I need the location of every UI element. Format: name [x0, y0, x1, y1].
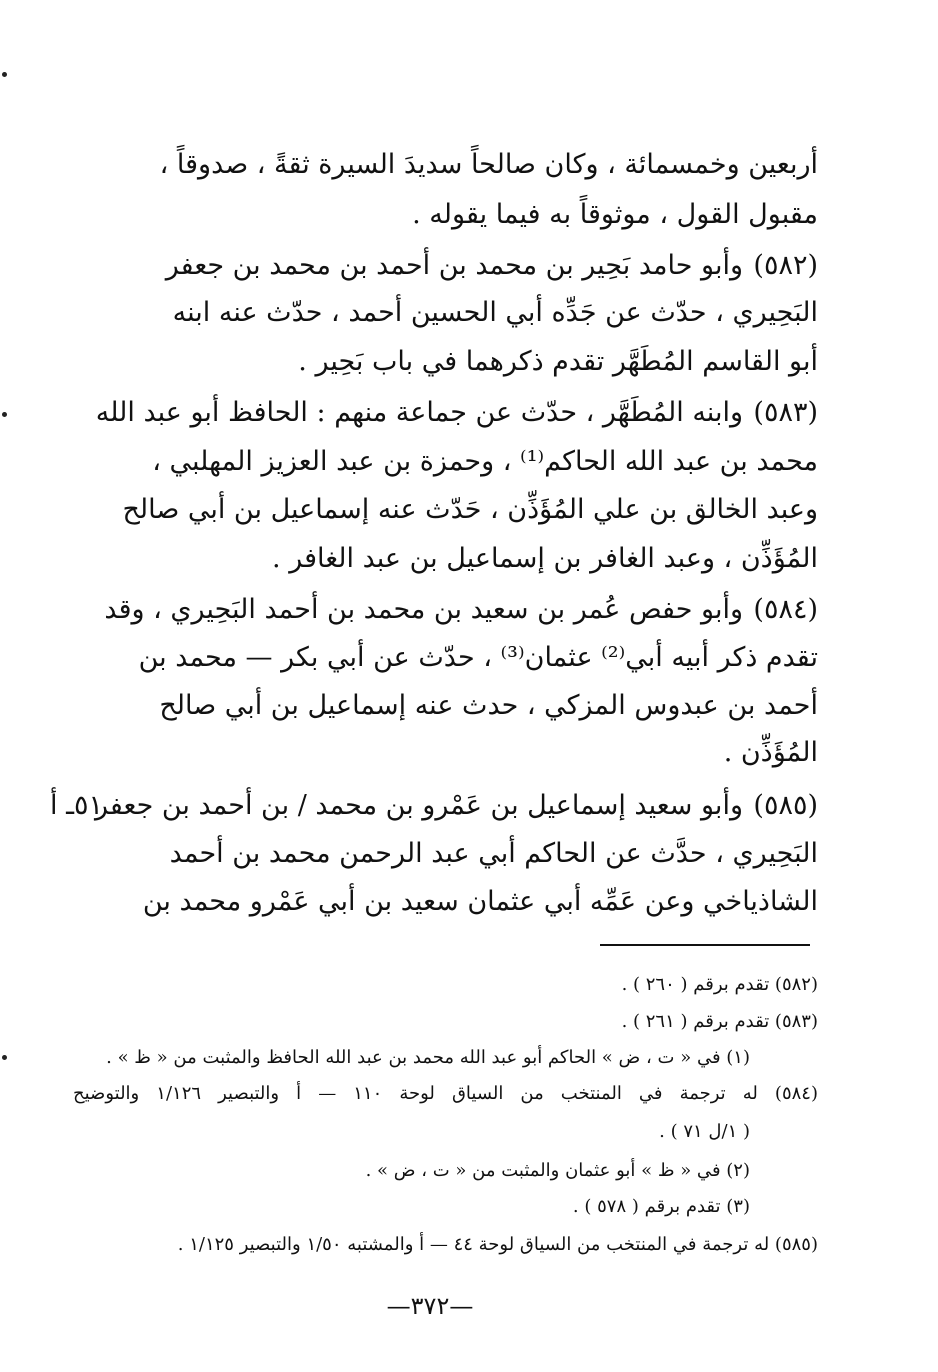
- footnote: ( ١/ل ٧١ ) .: [659, 1121, 750, 1142]
- body-line: أحمد بن عبدوس المزكي ، حدث عنه إسماعيل بن أبي صالح: [159, 690, 818, 721]
- body-line: محمد بن عبد الله الحاكم⁽¹⁾ ، وحمزة بن عبد العزيز المهلبي ،: [152, 446, 818, 477]
- scan-speck: [2, 412, 7, 417]
- footnote: (١) في « ت ، ض » الحاكم أبو عبد الله محمد بن عبد الله الحافظ والمثبت من « ظ » .: [106, 1047, 750, 1068]
- body-line: مقبول القول ، موثوقاً به فيما يقوله .: [412, 199, 818, 230]
- body-line: البَحِيري ، حدَّث عن الحاكم أبي عبد الرحمن محمد بن أحمد: [169, 838, 818, 869]
- body-line: وأبو حفص عُمر بن سعيد بن محمد بن أحمد البَحِيري ، وقد: [104, 594, 743, 625]
- body-line: وعبد الخالق بن علي المُؤَذِّن ، حَدّث عنه إسماعيل بن أبي صالح: [122, 494, 818, 525]
- body-line: تقدم ذكر أبيه أبي⁽²⁾ عثمان⁽³⁾ ، حدّث عن أبي بكر — محمد بن: [138, 642, 818, 673]
- margin-folio-note: ٥١ـ أ: [50, 790, 104, 821]
- footnote: (٥٨٢) تقدم برقم ( ٢٦٠ ) .: [621, 974, 818, 995]
- body-line: الشاذياخي وعن عَمِّه أبي عثمان سعيد بن أبي عَمْرو محمد بن: [142, 886, 818, 917]
- entry-number: (٥٨٣): [753, 397, 818, 428]
- body-line: وابنه المُطَهَّر ، حدّث عن جماعة منهم : الحافظ أبو عبد الله: [95, 397, 743, 428]
- footnote: (٣) تقدم برقم ( ٥٧٨ ) .: [572, 1196, 750, 1217]
- body-line: وأبو حامد بَحِير بن محمد بن أحمد بن محمد بن جعفر: [165, 250, 743, 281]
- footnote-separator: [600, 944, 810, 946]
- scan-speck: [2, 72, 7, 77]
- entry-number: (٥٨٥): [753, 790, 818, 821]
- page-number: —٣٧٢—: [386, 1292, 474, 1320]
- body-line: أبو القاسم المُطَهَّر تقدم ذكرهما في باب بَحِير .: [298, 346, 818, 377]
- footnote: (٥٨٣) تقدم برقم ( ٢٦١ ) .: [621, 1011, 818, 1032]
- body-line: أربعين وخمسمائة ، وكان صالحاً سديدَ السيرة ثقةً ، صدوقاً ،: [159, 149, 818, 180]
- footnote: (٥٨٤) له ترجمة في المنتخب من السياق لوحة ١١٠ — أ والتبصير ١/١٢٦ والتوضيح: [73, 1083, 818, 1104]
- entry-number: (٥٨٢): [753, 250, 818, 281]
- body-line: المُؤَذِّن .: [723, 737, 818, 768]
- body-line: المُؤَذِّن ، وعبد الغافر بن إسماعيل بن عبد الغافر .: [272, 543, 818, 574]
- scan-speck: [2, 1055, 7, 1060]
- footnote: (٥٨٥) له ترجمة في المنتخب من السياق لوحة ٤٤ — أ والمشتبه ١/٥٠ والتبصير ١/١٢٥ .: [177, 1234, 818, 1255]
- entry-number: (٥٨٤): [753, 594, 818, 625]
- footnote: (٢) في « ظ » أبو عثمان والمثبت من « ت ، ض » .: [365, 1160, 750, 1181]
- body-line: وأبو سعيد إسماعيل بن عَمْرو بن محمد / بن أحمد بن جعفر: [95, 790, 743, 821]
- body-line: البَحِيري ، حدّث عن جَدِّه أبي الحسين أحمد ، حدّث عنه ابنه: [172, 297, 818, 328]
